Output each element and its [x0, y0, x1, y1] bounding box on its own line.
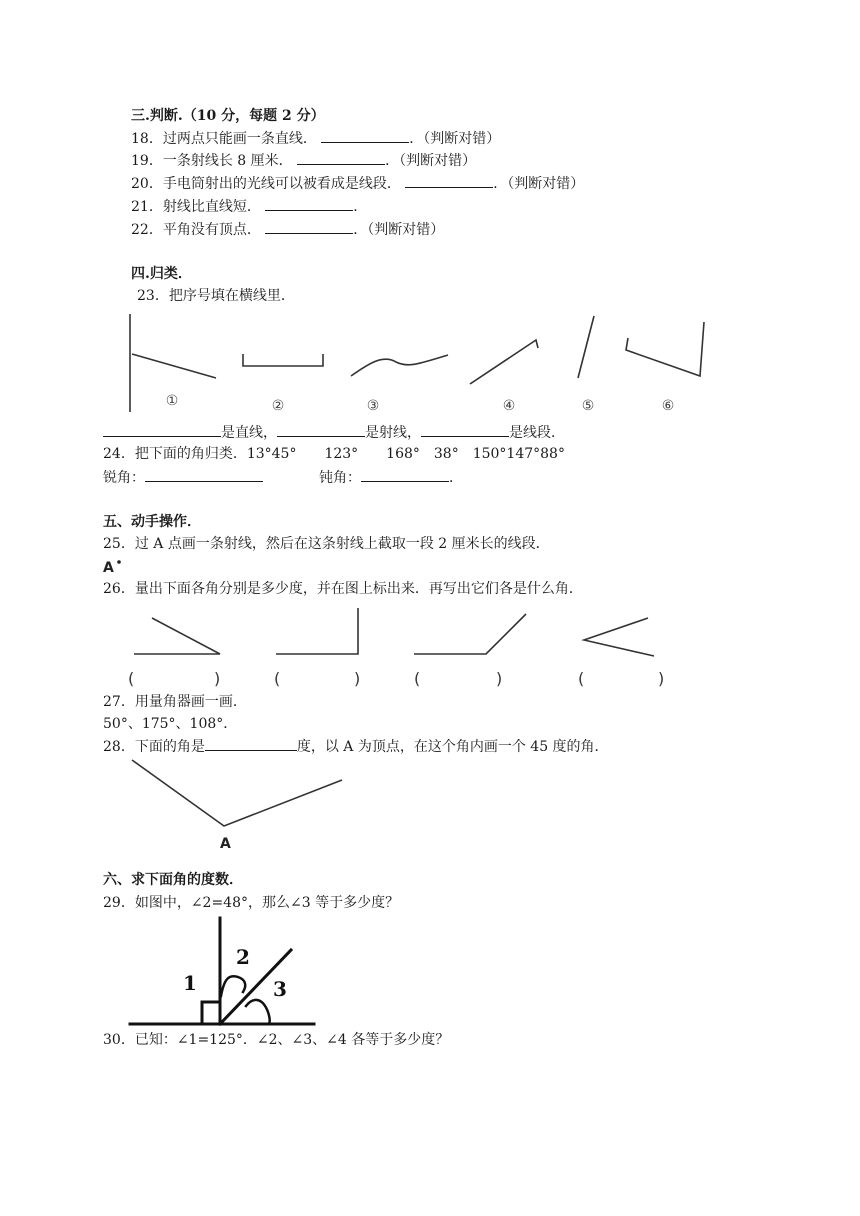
q29-arc-3 [246, 1000, 270, 1024]
q28-angle [132, 760, 342, 826]
q23-blank-segments[interactable] [421, 422, 509, 437]
section-5-heading: 五、动手操作． [103, 514, 201, 530]
q24-end: ． [449, 470, 463, 486]
question-19 [131, 150, 476, 171]
q22-number: 22． [131, 222, 163, 238]
q28-figure [128, 758, 348, 853]
q23-answer-line [103, 422, 565, 443]
angle-3-paren-close: ) [496, 669, 503, 688]
question-20 [131, 173, 584, 194]
q18-text: 过两点只能画一条直线． [162, 131, 317, 147]
angle-1-paren-open: ( [128, 669, 135, 688]
q25-point-a[interactable] [102, 556, 132, 576]
angle-4-paren-open: ( [578, 669, 585, 688]
angle-2 [276, 608, 358, 654]
q23-blank-rays[interactable] [277, 422, 365, 437]
figure-2-bracket [243, 354, 323, 366]
q25-prompt: 25．过 A 点画一条射线，然后在这条射线上截取一段 2 厘米长的线段． [103, 536, 550, 552]
q24-answer-line [103, 467, 463, 488]
q23-figure [128, 312, 713, 420]
q20-answer-blank[interactable] [405, 173, 493, 188]
q26-figure [128, 606, 673, 690]
angle-4-paren-close: ) [658, 669, 665, 688]
q24-acute-blank[interactable] [145, 467, 263, 482]
q27-prompt: 27．用量角器画一画． [103, 694, 247, 710]
figure-label-6: ⑥ [661, 398, 675, 414]
q24-prompt: 24．把下面的角归类．13°45° 123° 168° 38° 150°147°88° [103, 446, 565, 462]
q28-prompt [103, 736, 609, 757]
question-22 [131, 219, 444, 240]
q21-number: 21． [131, 199, 163, 215]
q29-label-1: 1 [183, 971, 197, 995]
figure-label-4: ④ [502, 398, 516, 414]
question-21 [131, 196, 367, 217]
section-6-heading: 六、求下面角的度数． [103, 872, 243, 888]
q29-arc-2 [221, 976, 245, 996]
angle-3-paren-open: ( [414, 669, 421, 688]
q23-blank-lines[interactable] [103, 422, 221, 437]
point-a-label: A [103, 560, 114, 576]
figure-label-2: ② [271, 398, 285, 414]
q23-label-lines: 是直线， [221, 425, 277, 441]
angle-4 [584, 618, 654, 656]
q20-text: 手电筒射出的光线可以被看成是线段． [162, 176, 401, 192]
angle-3 [414, 614, 526, 654]
q20-suffix: ．（判断对错） [493, 176, 585, 192]
figure-1-line [132, 354, 216, 378]
q21-suffix: ． [353, 199, 368, 215]
q21-answer-blank[interactable] [265, 196, 353, 211]
q26-prompt: 26．量出下面各角分别是多少度，并在图上标出来．再写出它们各是什么角． [103, 581, 583, 597]
figure-3-curve [351, 355, 448, 376]
q19-text: 一条射线长 8 厘米． [162, 153, 293, 169]
point-a-dot [117, 560, 121, 564]
figure-label-1: ① [165, 393, 179, 409]
figure-4-hook [470, 340, 538, 384]
q28-text-before: 28．下面的角是 [103, 739, 205, 755]
q20-number: 20． [131, 176, 163, 192]
section-4-heading: 四.归类． [131, 266, 192, 282]
figure-6-shape [626, 322, 704, 376]
q24-acute-label: 锐角： [103, 470, 145, 486]
q28-vertex-label: A [220, 836, 231, 852]
figure-5-line [578, 316, 594, 378]
q24-obtuse-blank[interactable] [361, 467, 449, 482]
q18-number: 18． [131, 131, 163, 147]
q22-text: 平角没有顶点． [162, 222, 261, 238]
q19-answer-blank[interactable] [297, 150, 385, 165]
q29-figure [128, 914, 318, 1028]
q29-label-3: 3 [273, 977, 287, 1001]
q29-prompt: 29．如图中，∠2=48°，那么∠3 等于多少度？ [103, 895, 400, 911]
q21-text: 射线比直线短． [162, 199, 261, 215]
q19-number: 19． [131, 153, 163, 169]
question-18 [131, 128, 500, 149]
q29-label-2: 2 [236, 945, 250, 969]
q18-answer-blank[interactable] [321, 128, 409, 143]
q30-prompt: 30．已知：∠1=125°．∠2、∠3、∠4 各等于多少度？ [103, 1032, 450, 1048]
q18-suffix: ．（判断对错） [409, 131, 501, 147]
angle-1-paren-close: ) [214, 669, 221, 688]
angle-2-paren-close: ) [354, 669, 361, 688]
q23-label-rays: 是射线， [365, 425, 421, 441]
q28-text-after: 度，以 A 为顶点，在这个角内画一个 45 度的角． [296, 739, 609, 755]
q22-answer-blank[interactable] [265, 219, 353, 234]
figure-label-5: ⑤ [581, 398, 595, 414]
q24-obtuse-label: 钝角： [319, 470, 361, 486]
q23-label-segments: 是线段． [509, 425, 565, 441]
q19-suffix: ．（判断对错） [385, 153, 477, 169]
angle-2-paren-open: ( [274, 669, 281, 688]
q22-suffix: ．（判断对错） [353, 222, 445, 238]
q27-values: 50°、175°、108°． [103, 716, 238, 732]
q28-answer-blank[interactable] [205, 736, 297, 751]
figure-label-3: ③ [366, 398, 380, 414]
section-3-heading: 三.判断.（10 分，每题 2 分） [131, 108, 325, 124]
angle-1 [134, 618, 220, 654]
q29-right-angle-mark [202, 1002, 220, 1024]
q23-prompt: 23．把序号填在横线里． [137, 288, 295, 304]
